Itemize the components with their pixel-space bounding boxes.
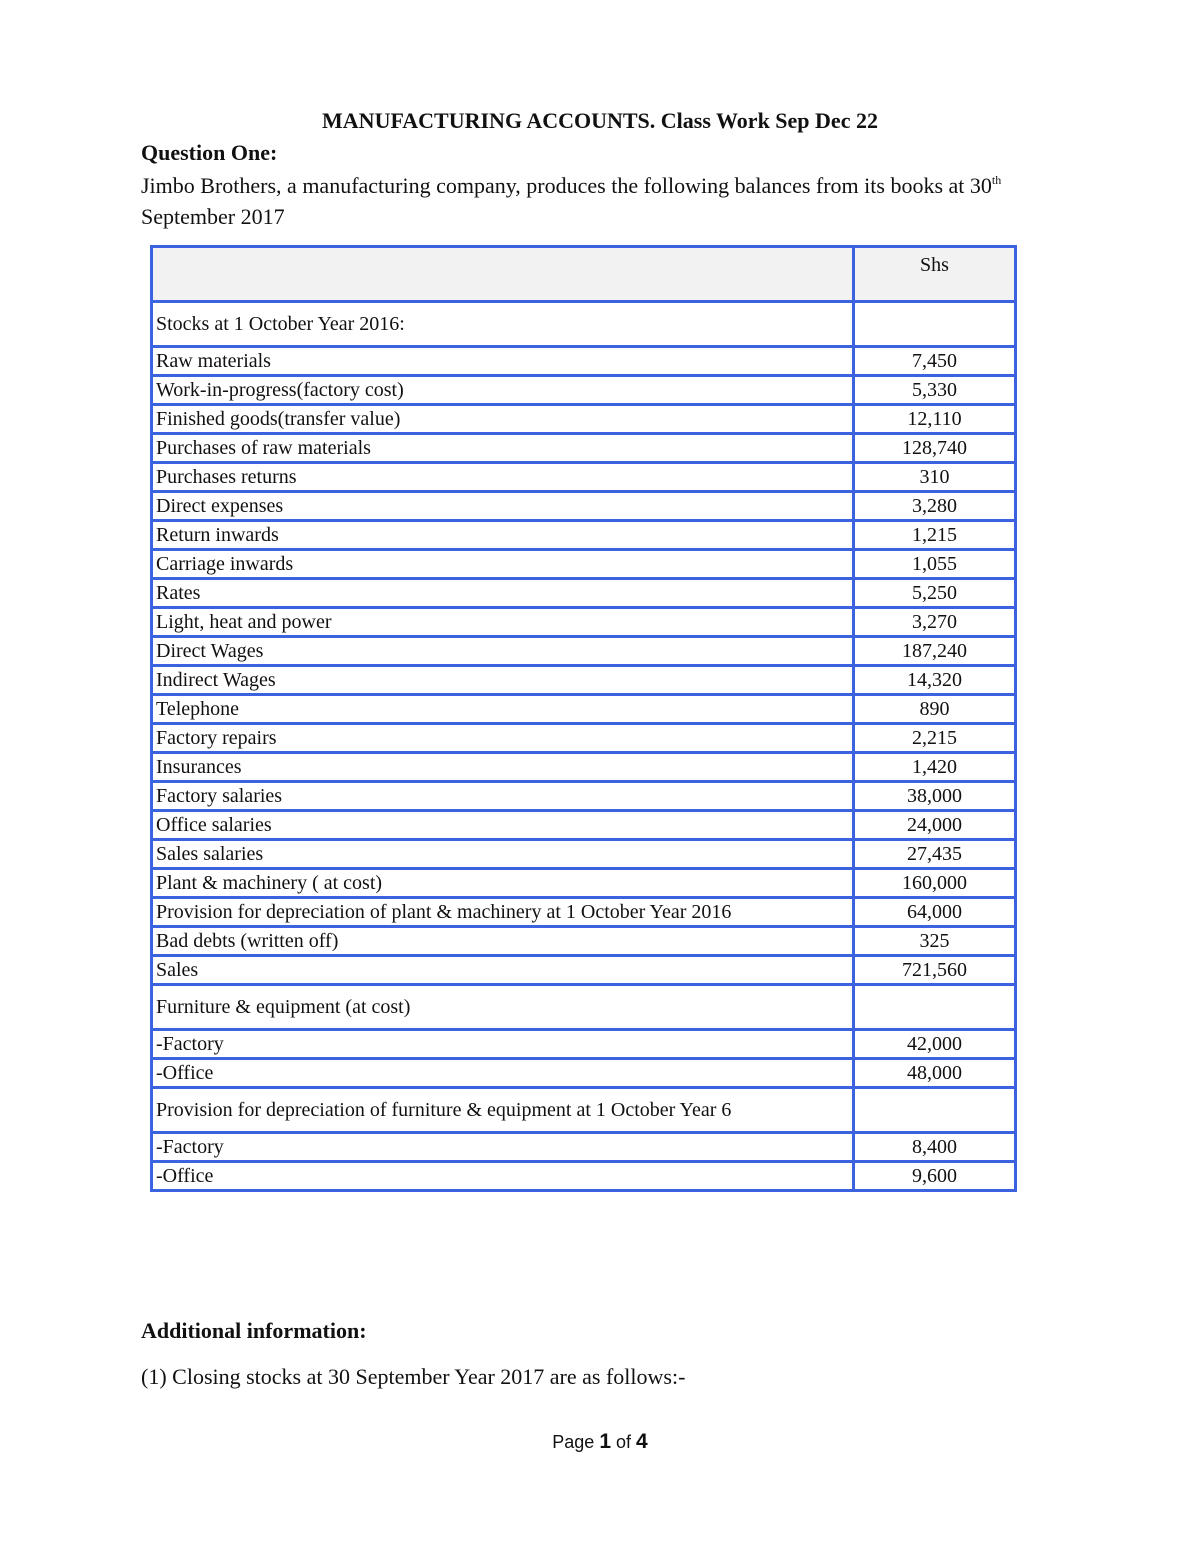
table-row [152,347,1016,376]
row-label-cell: Factory salaries [152,782,854,811]
table-row [152,405,1016,434]
row-label-cell: Work-in-progress(factory cost) [152,376,854,405]
table-row [152,782,1016,811]
row-amount-cell: 721,560 [854,956,1016,985]
row-amount-cell: 64,000 [854,898,1016,927]
table-row [152,1030,1016,1059]
row-amount-cell: 5,250 [854,579,1016,608]
header-label-cell [152,247,854,302]
table-row [152,550,1016,579]
table-row [152,869,1016,898]
table-row [152,956,1016,985]
row-amount-cell: 1,420 [854,753,1016,782]
row-label-cell: Purchases of raw materials [152,434,854,463]
footer-page-total: 4 [636,1430,648,1453]
row-amount-cell: 128,740 [854,434,1016,463]
table-row [152,811,1016,840]
row-label-cell: Return inwards [152,521,854,550]
row-amount-cell: 890 [854,695,1016,724]
row-amount-cell: 14,320 [854,666,1016,695]
table-row [152,521,1016,550]
row-label-cell: Light, heat and power [152,608,854,637]
additional-info-heading: Additional information: [141,1318,367,1343]
row-amount-cell: 12,110 [854,405,1016,434]
table-row [152,492,1016,521]
question-heading: Question One: [141,140,278,165]
intro-superscript: th [991,173,1002,187]
document-title: MANUFACTURING ACCOUNTS. Class Work Sep Dec 22 [322,108,878,133]
row-label-cell: Sales [152,956,854,985]
table-row [152,1162,1016,1191]
table-row [152,927,1016,956]
row-label-cell: Direct Wages [152,637,854,666]
row-label-cell: Purchases returns [152,463,854,492]
row-label-cell: Plant & machinery ( at cost) [152,869,854,898]
table-header-row [152,247,1016,302]
page-footer [0,1430,1200,1454]
row-amount-cell: 38,000 [854,782,1016,811]
footer-of-word: of [616,1432,632,1452]
row-amount-cell [854,302,1016,347]
row-amount-cell: 7,450 [854,347,1016,376]
row-label-cell: Indirect Wages [152,666,854,695]
row-label-cell: -Factory [152,1030,854,1059]
row-amount-cell: 187,240 [854,637,1016,666]
row-label-cell: Provision for depreciation of furniture & equipment at 1 October Year 6 [152,1088,854,1133]
row-label-cell: Insurances [152,753,854,782]
row-label-cell: Raw materials [152,347,854,376]
row-label-cell: Direct expenses [152,492,854,521]
row-amount-cell: 325 [854,927,1016,956]
row-label-cell: -Office [152,1162,854,1191]
row-label-cell: Rates [152,579,854,608]
row-amount-cell: 8,400 [854,1133,1016,1162]
row-amount-cell: 27,435 [854,840,1016,869]
table-row [152,376,1016,405]
row-label-cell: Furniture & equipment (at cost) [152,985,854,1030]
row-amount-cell: 5,330 [854,376,1016,405]
row-amount-cell: 24,000 [854,811,1016,840]
row-amount-cell: 3,280 [854,492,1016,521]
row-label-cell: Carriage inwards [152,550,854,579]
row-amount-cell [854,985,1016,1030]
additional-info-item-1: (1) Closing stocks at 30 September Year 2017 are as follows:- [141,1364,686,1389]
row-label-cell: Office salaries [152,811,854,840]
table-row [152,695,1016,724]
table-row [152,666,1016,695]
row-label-cell: -Factory [152,1133,854,1162]
table-row [152,302,1016,347]
row-label-cell: Telephone [152,695,854,724]
row-amount-cell: 160,000 [854,869,1016,898]
row-amount-cell: 9,600 [854,1162,1016,1191]
footer-page-word: Page [552,1432,595,1452]
row-label-cell: Finished goods(transfer value) [152,405,854,434]
table-row [152,1133,1016,1162]
row-label-cell: Stocks at 1 October Year 2016: [152,302,854,347]
table-row [152,753,1016,782]
table-row [152,1088,1016,1133]
row-label-cell: Sales salaries [152,840,854,869]
table-row [152,898,1016,927]
row-label-cell: Provision for depreciation of plant & machinery at 1 October Year 2016 [152,898,854,927]
table-row [152,724,1016,753]
table-row [152,840,1016,869]
row-amount-cell: 42,000 [854,1030,1016,1059]
intro-text-end: September 2017 [141,204,285,229]
footer-page-number: 1 [599,1430,611,1453]
intro-text: Jimbo Brothers, a manufacturing company, produces the following balances from its books at 30 [141,173,992,198]
table-row [152,1059,1016,1088]
header-amount-cell: Shs [854,247,1016,302]
intro-paragraph [141,170,1041,232]
table-row [152,985,1016,1030]
row-amount-cell: 310 [854,463,1016,492]
row-amount-cell: 2,215 [854,724,1016,753]
table-row [152,637,1016,666]
table-row [152,463,1016,492]
row-label-cell: Factory repairs [152,724,854,753]
row-label-cell: Bad debts (written off) [152,927,854,956]
row-amount-cell: 3,270 [854,608,1016,637]
table-row [152,434,1016,463]
table-row [152,579,1016,608]
row-amount-cell: 1,055 [854,550,1016,579]
row-amount-cell [854,1088,1016,1133]
row-amount-cell: 1,215 [854,521,1016,550]
row-amount-cell: 48,000 [854,1059,1016,1088]
row-label-cell: -Office [152,1059,854,1088]
balances-table [150,245,1017,1192]
table-row [152,608,1016,637]
